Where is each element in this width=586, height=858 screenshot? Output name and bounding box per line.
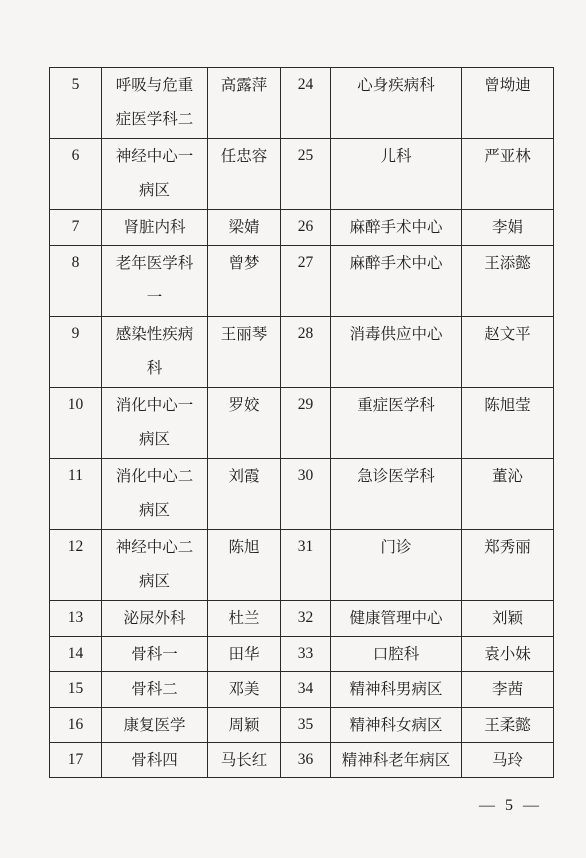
table-row [50, 388, 554, 459]
department-line: 肾脏内科 [123, 218, 186, 236]
row-number-right: 24 [281, 68, 331, 139]
row-number-right: 33 [281, 637, 331, 672]
department-line: 一 [146, 288, 163, 306]
department-line: 科 [146, 359, 163, 377]
department-left [102, 459, 208, 530]
table-row [50, 317, 554, 388]
row-number-left: 16 [50, 708, 102, 743]
person-name-right: 郑秀丽 [462, 530, 554, 601]
row-number-right: 28 [281, 317, 331, 388]
row-number-left: 17 [50, 743, 102, 778]
row-number-right: 31 [281, 530, 331, 601]
department-left [102, 246, 208, 317]
department-line: 康复医学 [123, 716, 186, 734]
table-row [50, 459, 554, 530]
department-right: 精神科老年病区 [331, 743, 462, 778]
person-name-right: 王柔懿 [462, 708, 554, 743]
department-right: 门诊 [331, 530, 462, 601]
department-left [102, 68, 208, 139]
department-left [102, 317, 208, 388]
row-number-left: 14 [50, 637, 102, 672]
person-name-left: 田华 [208, 637, 281, 672]
table-row [50, 210, 554, 246]
person-name-right: 赵文平 [462, 317, 554, 388]
department-line: 骨科四 [131, 751, 178, 769]
table-row [50, 246, 554, 317]
department-right: 儿科 [331, 139, 462, 210]
department-line: 消化中心二 [115, 467, 194, 485]
staff-roster-table [49, 67, 554, 778]
person-name-left: 王丽琴 [208, 317, 281, 388]
row-number-left: 8 [50, 246, 102, 317]
row-number-right: 25 [281, 139, 331, 210]
department-left [102, 139, 208, 210]
person-name-right: 严亚林 [462, 139, 554, 210]
person-name-left: 曾梦 [208, 246, 281, 317]
person-name-left: 任忠容 [208, 139, 281, 210]
department-left [102, 210, 208, 246]
person-name-left: 周颖 [208, 708, 281, 743]
department-right: 口腔科 [331, 637, 462, 672]
row-number-left: 10 [50, 388, 102, 459]
row-number-left: 11 [50, 459, 102, 530]
row-number-left: 6 [50, 139, 102, 210]
table-row [50, 743, 554, 778]
row-number-right: 30 [281, 459, 331, 530]
person-name-left: 罗姣 [208, 388, 281, 459]
department-line: 骨科一 [131, 645, 178, 663]
person-name-left: 梁婧 [208, 210, 281, 246]
department-left [102, 530, 208, 601]
table-row [50, 530, 554, 601]
person-name-right: 曾坳迪 [462, 68, 554, 139]
department-line: 消化中心一 [115, 396, 194, 414]
row-number-left: 15 [50, 672, 102, 708]
person-name-left: 陈旭 [208, 530, 281, 601]
department-line: 病区 [138, 181, 170, 199]
person-name-right: 马玲 [462, 743, 554, 778]
row-number-right: 29 [281, 388, 331, 459]
department-left [102, 708, 208, 743]
table-row [50, 637, 554, 672]
person-name-left: 刘霞 [208, 459, 281, 530]
department-line: 泌尿外科 [123, 609, 186, 627]
row-number-right: 36 [281, 743, 331, 778]
row-number-left: 12 [50, 530, 102, 601]
person-name-right: 李茜 [462, 672, 554, 708]
person-name-left: 马长红 [208, 743, 281, 778]
person-name-right: 李娟 [462, 210, 554, 246]
department-right: 健康管理中心 [331, 601, 462, 637]
department-left [102, 388, 208, 459]
department-right: 麻醉手术中心 [331, 246, 462, 317]
table-row [50, 708, 554, 743]
row-number-right: 35 [281, 708, 331, 743]
person-name-right: 王添懿 [462, 246, 554, 317]
table-row [50, 139, 554, 210]
row-number-left: 5 [50, 68, 102, 139]
department-right: 急诊医学科 [331, 459, 462, 530]
department-left [102, 743, 208, 778]
department-left [102, 672, 208, 708]
department-line: 老年医学科 [115, 254, 194, 272]
person-name-right: 刘颖 [462, 601, 554, 637]
department-right: 精神科女病区 [331, 708, 462, 743]
row-number-right: 27 [281, 246, 331, 317]
department-line: 病区 [138, 430, 170, 448]
row-number-left: 7 [50, 210, 102, 246]
department-line: 神经中心二 [115, 538, 194, 556]
department-right: 消毒供应中心 [331, 317, 462, 388]
person-name-left: 高露萍 [208, 68, 281, 139]
department-right: 重症医学科 [331, 388, 462, 459]
row-number-left: 13 [50, 601, 102, 637]
department-right: 麻醉手术中心 [331, 210, 462, 246]
department-line: 病区 [138, 501, 170, 519]
person-name-left: 杜兰 [208, 601, 281, 637]
page-number: — 5 — [479, 797, 542, 814]
row-number-right: 26 [281, 210, 331, 246]
department-line: 病区 [138, 572, 170, 590]
department-left [102, 601, 208, 637]
row-number-left: 9 [50, 317, 102, 388]
row-number-right: 32 [281, 601, 331, 637]
table-row [50, 601, 554, 637]
row-number-right: 34 [281, 672, 331, 708]
department-line: 神经中心一 [115, 147, 194, 165]
department-right: 精神科男病区 [331, 672, 462, 708]
department-line: 呼吸与危重 [115, 76, 194, 94]
table-row [50, 672, 554, 708]
person-name-right: 陈旭莹 [462, 388, 554, 459]
department-line: 症医学科二 [115, 110, 194, 128]
person-name-right: 董沁 [462, 459, 554, 530]
person-name-right: 袁小妹 [462, 637, 554, 672]
department-right: 心身疾病科 [331, 68, 462, 139]
person-name-left: 邓美 [208, 672, 281, 708]
table-row [50, 68, 554, 139]
department-line: 骨科二 [131, 680, 178, 698]
department-line: 感染性疾病 [115, 325, 194, 343]
department-left [102, 637, 208, 672]
roster-body [50, 68, 554, 778]
